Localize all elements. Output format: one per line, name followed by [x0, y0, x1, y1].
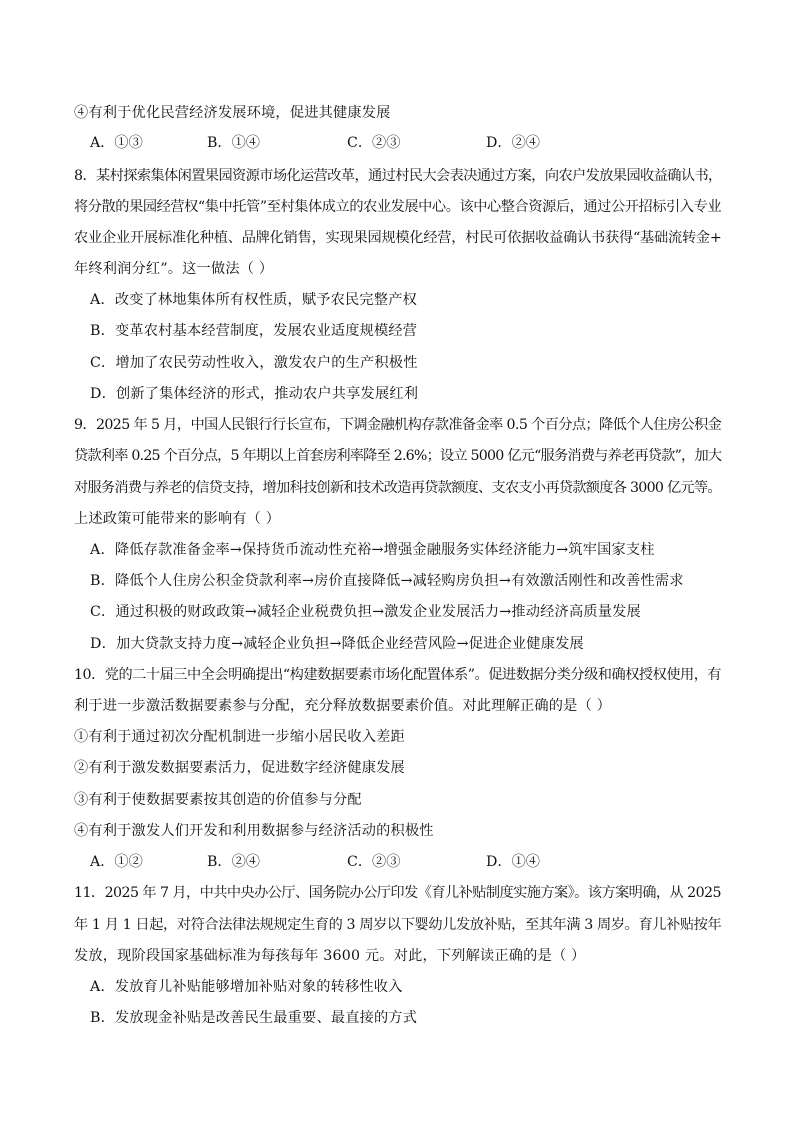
- q7-option-a[interactable]: A．①③: [90, 135, 143, 151]
- q9-stem-line-1: 9．2025 年 5 月，中国人民银行行长宣布，下调金融机构存款准备金率 0.5 个百分点；降低个人住房公积金: [74, 417, 722, 433]
- q8-stem-line-1: 8．某村探索集体闲置果园资源市场化运营改革，通过村民大会表决通过方案，向农户发放果园收益确认书，: [74, 168, 722, 184]
- q10-statement-4: ④有利于激发人们开发和利用数据参与经济活动的积极性: [74, 823, 434, 839]
- q11-choice-a[interactable]: A．发放育儿补贴能够增加补贴对象的转移性收入: [90, 979, 403, 995]
- q10-statement-2: ②有利于激发数据要素活力，促进数字经济健康发展: [74, 760, 405, 776]
- q11-choice-b[interactable]: B．发放现金补贴是改善民生最重要、最直接的方式: [90, 1010, 418, 1026]
- q10-option-a[interactable]: A．①②: [90, 854, 143, 870]
- q10-stem-line-1: 10．党的二十届三中全会明确提出“构建数据要素市场化配置体系”。促进数据分类分级和确权授权使用，有: [74, 667, 722, 683]
- q9-stem-line-3: 对服务消费与养老的信贷支持，增加科技创新和技术改造再贷款额度、支农支小再贷款额度各 3000 亿元等。: [74, 480, 721, 496]
- q7-options: [90, 133, 730, 153]
- q9-choice-b[interactable]: B．降低个人住房公积金贷款利率→房价直接降低→减轻购房负担→有效激活刚性和改善性需求: [90, 573, 684, 589]
- q8-stem-line-4: 年终利润分红”。这一做法（ ）: [74, 261, 274, 277]
- q8-choice-a[interactable]: A．改变了林地集体所有权性质，赋予农民完整产权: [90, 292, 417, 308]
- q7-option-d[interactable]: D．②④: [486, 135, 540, 151]
- q8-choice-b[interactable]: B．变革农村基本经营制度，发展农业适度规模经营: [90, 323, 418, 339]
- q10-option-c[interactable]: C．②③: [347, 854, 401, 870]
- q8-stem-line-2: 将分散的果园经营权“集中托管”至村集体成立的农业发展中心。该中心整合资源后，通过公开招标引入专业: [74, 199, 722, 215]
- q10-statement-3: ③有利于使数据要素按其创造的价值参与分配: [74, 792, 362, 808]
- q9-stem-line-2: 贷款利率 0.25 个百分点，5 年期以上首套房利率降至 2.6%；设立 5000 亿元“服务消费与养老再贷款”，加大: [74, 448, 722, 464]
- q11-stem-line-3: 发放，现阶段国家基础标准为每孩每年 3600 元。对此，下列解读正确的是（ ）: [74, 948, 586, 964]
- q11-stem-line-1: 11．2025 年 7 月，中共中央办公厅、国务院办公厅印发《育儿补贴制度实施方案》。该方案明确，从 2025: [74, 885, 721, 901]
- q7-statement-4: ④有利于优化民营经济发展环境，促进其健康发展: [74, 105, 391, 121]
- q9-choice-d[interactable]: D．加大贷款支持力度→减轻企业负担→降低企业经营风险→促进企业健康发展: [90, 636, 584, 652]
- q11-stem-line-2: 年 1 月 1 日起，对符合法律法规规定生育的 3 周岁以下婴幼儿发放补贴，至其年满 3 周岁。育儿补贴按年: [74, 917, 722, 933]
- q9-choice-c[interactable]: C．通过积极的财政政策→减轻企业税费负担→激发企业发展活力→推动经济高质量发展: [90, 604, 641, 620]
- q9-choice-a[interactable]: A．降低存款准备金率→保持货币流动性充裕→增强金融服务实体经济能力→筑牢国家支柱: [90, 542, 655, 558]
- q10-options: [90, 852, 730, 872]
- q8-choice-c[interactable]: C．增加了农民劳动性收入，激发农户的生产积极性: [90, 355, 418, 371]
- q10-option-b[interactable]: B．②④: [207, 854, 260, 870]
- q9-stem-line-4: 上述政策可能带来的影响有（ ）: [74, 511, 281, 527]
- q7-option-c[interactable]: C．②③: [347, 135, 401, 151]
- q10-stem-line-2: 利于进一步激活数据要素参与分配，充分释放数据要素价值。对此理解正确的是（ ）: [74, 698, 612, 714]
- q10-statement-1: ①有利于通过初次分配机制进一步缩小居民收入差距: [74, 729, 405, 745]
- q8-stem-line-3: 农业企业开展标准化种植、品牌化销售，实现果园规模化经营，村民可依据收益确认书获得“基础流转金+: [74, 230, 722, 246]
- q7-option-b[interactable]: B．①④: [207, 135, 260, 151]
- q8-choice-d[interactable]: D．创新了集体经济的形式，推动农户共享发展红利: [90, 386, 419, 402]
- q10-option-d[interactable]: D．①④: [486, 854, 540, 870]
